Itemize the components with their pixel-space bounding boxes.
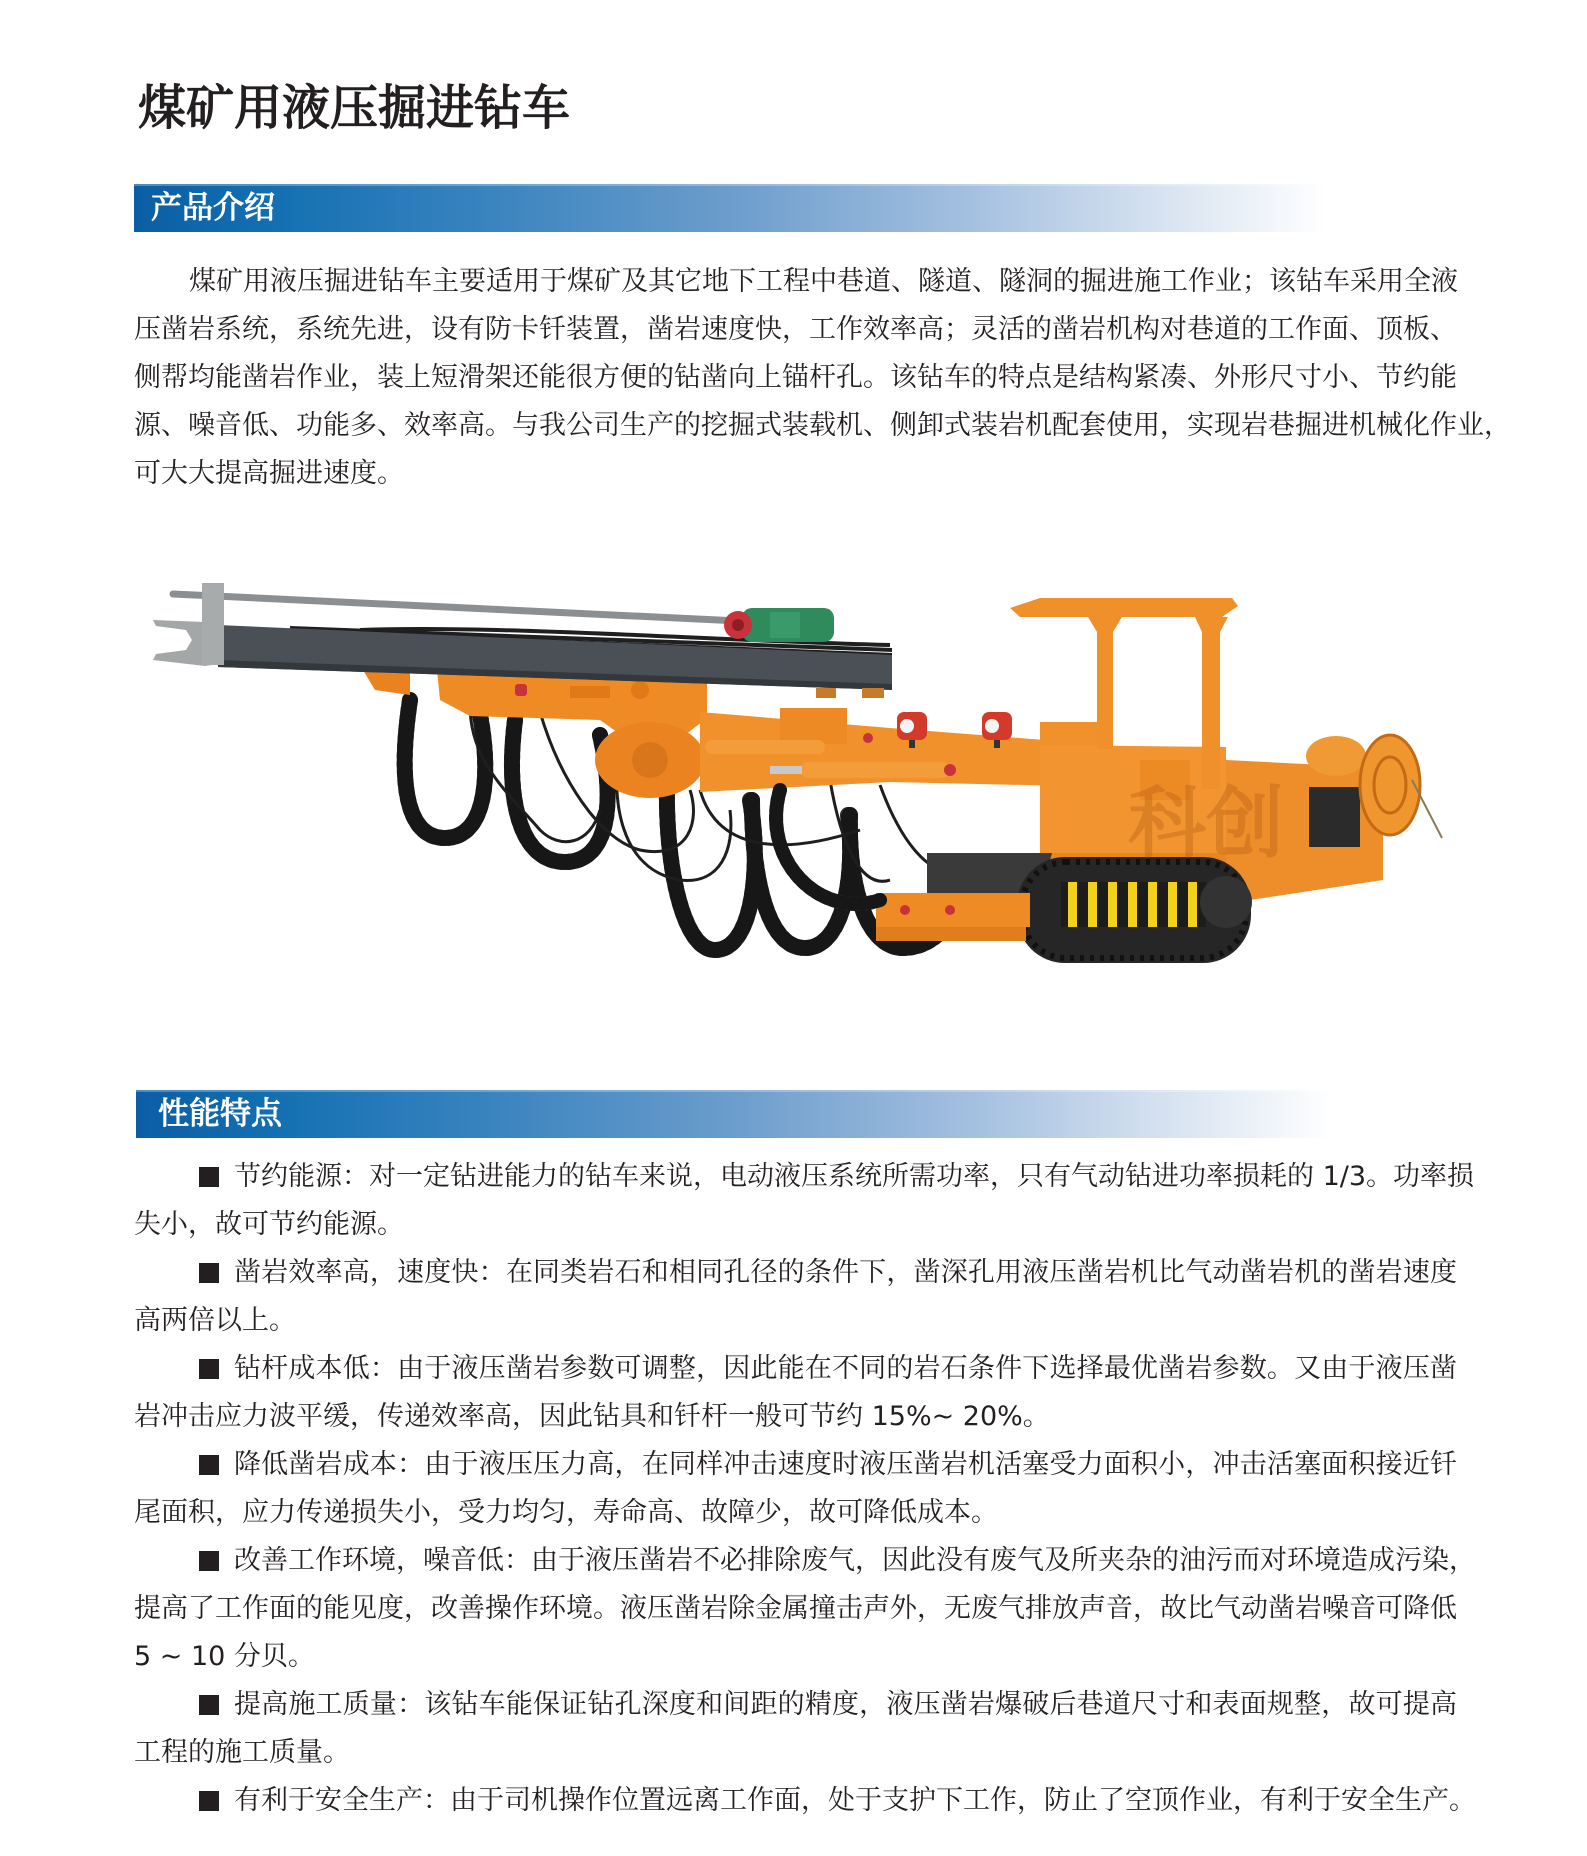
bullet-square-icon: [199, 1791, 219, 1811]
feature-line: 5 ~ 10 分贝。: [134, 1641, 315, 1672]
photo-watermark: 科创: [1128, 779, 1285, 869]
section-header-features: [136, 1090, 1332, 1138]
feature-line: 失小，故可节约能源。: [134, 1209, 404, 1240]
feature-item: [134, 1345, 1457, 1393]
feature-list: [134, 1153, 1476, 1825]
paragraph-line: 压凿岩系统，系统先进，设有防卡钎装置，凿岩速度快，工作效率高；灵活的凿岩机构对巷道的工作面、顶板、: [134, 314, 1457, 345]
drill-rod: [173, 594, 760, 622]
bullet-square-icon: [199, 1455, 219, 1475]
feature-line: 提高施工质量：该钻车能保证钻孔深度和间距的精度，液压凿岩爆破后巷道尺寸和表面规整，故可提高: [234, 1689, 1457, 1720]
feature-item: [134, 1681, 1457, 1729]
feature-line: 提高了工作面的能见度，改善操作环境。液压凿岩除金属撞击声外，无废气排放声音，故比气动凿岩噪音可降低: [134, 1593, 1457, 1624]
feature-item: [134, 1537, 1476, 1585]
feature-line: 有利于安全生产：由于司机操作位置远离工作面，处于支护下工作，防止了空顶作业，有利于安全生产。: [234, 1785, 1476, 1816]
feature-line: 工程的施工质量。: [134, 1737, 350, 1768]
feature-line: 降低凿岩成本：由于液压压力高，在同样冲击速度时液压凿岩机活塞受力面积小，冲击活塞面积接近钎: [234, 1449, 1457, 1480]
paragraph-line: 源、噪音低、功能多、效率高。与我公司生产的挖掘式装载机、侧卸式装岩机配套使用，实现岩巷掘进机械化作业，: [134, 410, 1511, 441]
feature-item: [134, 1441, 1457, 1489]
section-heading: 产品介绍: [151, 190, 275, 226]
feature-item: [134, 1153, 1475, 1201]
drill-jumbo-illustration: [140, 560, 1470, 980]
paragraph-line: 煤矿用液压掘进钻车主要适用于煤矿及其它地下工程中巷道、隧道、隧洞的掘进施工作业；该钻车采用全液: [189, 266, 1458, 297]
feature-line: 尾面积，应力传递损失小，受力均匀，寿命高、故障少，故可降低成本。: [134, 1497, 998, 1528]
section-header-intro: [134, 184, 1326, 232]
front-hose: [776, 790, 880, 904]
feature-item: [134, 1249, 1457, 1297]
paragraph-line: 侧帮均能凿岩作业，装上短滑架还能很方便的钻凿向上锚杆孔。该钻车的特点是结构紧凑、外形尺寸小、节约能: [134, 362, 1457, 393]
feature-line: 节约能源：对一定钻进能力的钻车来说，电动液压系统所需功率，只有气动钻进功率损耗的 1/3。功率损: [234, 1161, 1475, 1192]
intro-paragraph: [134, 258, 1511, 498]
bullet-square-icon: [199, 1167, 219, 1187]
bullet-square-icon: [199, 1263, 219, 1283]
bullet-square-icon: [199, 1551, 219, 1571]
feature-item: [134, 1777, 1476, 1825]
drive-sprocket: [1200, 876, 1252, 928]
feature-line: 岩冲击应力波平缓，传递效率高，因此钻具和钎杆一般可节约 15%~ 20%。: [134, 1401, 1050, 1432]
page-title: 煤矿用液压掘进钻车: [138, 80, 571, 136]
boom-arm: [700, 708, 1070, 792]
rod-support-bracket: [202, 583, 224, 665]
section-heading: 性能特点: [158, 1096, 282, 1132]
bullet-square-icon: [199, 1359, 219, 1379]
bullet-square-icon: [199, 1695, 219, 1715]
feature-line: 改善工作环境，噪音低：由于液压凿岩不必排除废气，因此没有废气及所夹杂的油污而对环境造成污染，: [234, 1545, 1476, 1576]
feature-line: 凿岩效率高，速度快：在同类岩石和相同孔径的条件下，凿深孔用液压凿岩机比气动凿岩机的凿岩速度: [234, 1257, 1457, 1288]
feature-line: 高两倍以上。: [134, 1305, 296, 1336]
paragraph-line: 可大大提高掘进速度。: [134, 458, 404, 489]
product-photo: [140, 560, 1470, 980]
feature-line: 钻杆成本低：由于液压凿岩参数可调整，因此能在不同的岩石条件下选择最优凿岩参数。又由于液压凿: [234, 1353, 1457, 1384]
rubber-flap: [1309, 787, 1360, 847]
boom-carriage: [363, 670, 707, 798]
